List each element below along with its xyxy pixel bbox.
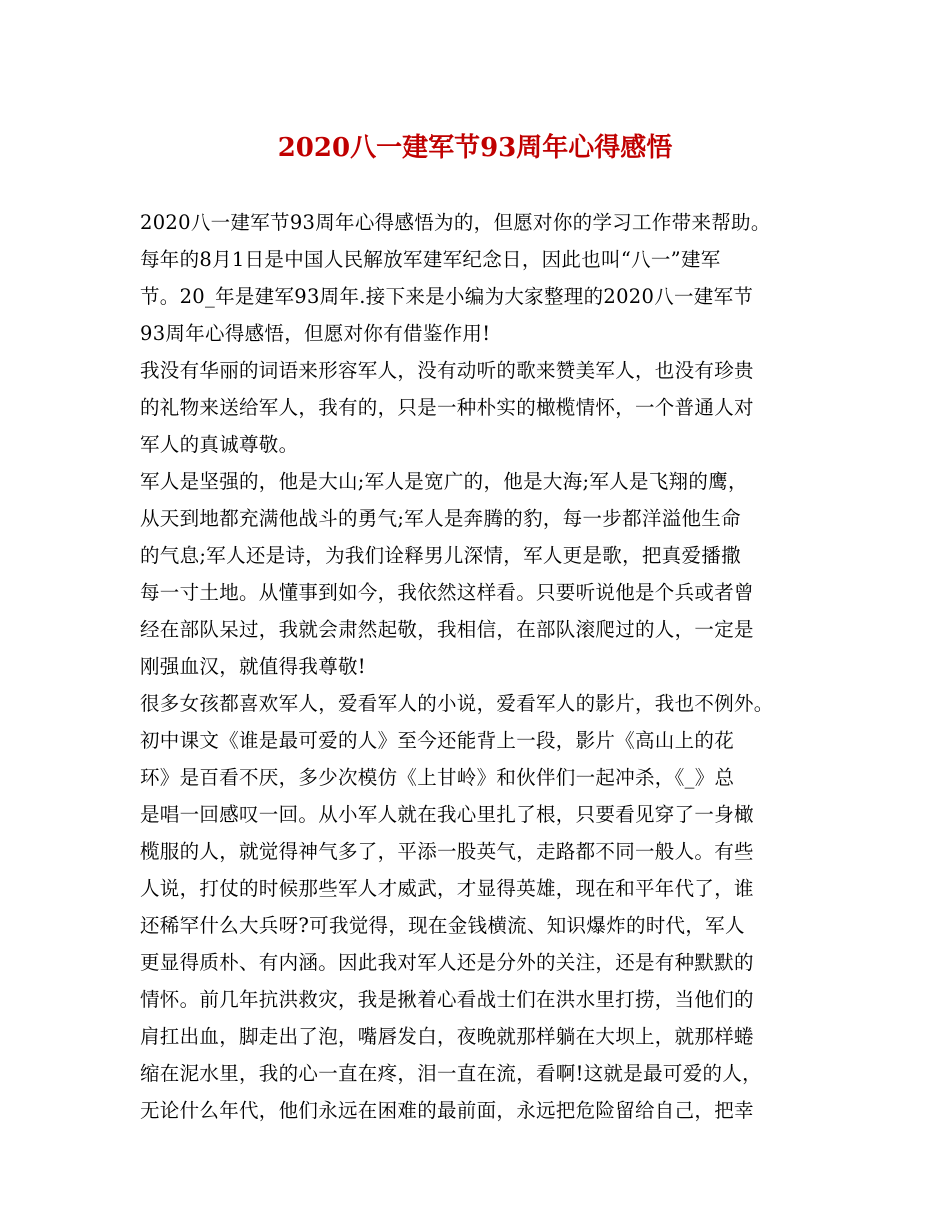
body-line: 军人是坚强的，他是大山;军人是宽广的，他是大海;军人是飞翔的鹰，	[140, 470, 748, 493]
body-line: 我没有华丽的词语来形容军人，没有动听的歌来赞美军人，也没有珍贵	[140, 359, 754, 382]
body-line: 很多女孩都喜欢军人，爱看军人的小说，爱看军人的影片，我也不例外。	[140, 692, 774, 715]
body-line: 93周年心得感悟，但愿对你有借鉴作用!	[140, 322, 491, 345]
body-line: 肩扛出血，脚走出了泡，嘴唇发白，夜晚就那样躺在大坝上，就那样蜷	[140, 1025, 754, 1048]
body-line: 2020八一建军节93周年心得感悟为的，但愿对你的学习工作带来帮助。	[140, 211, 771, 234]
body-line: 军人的真诚尊敬。	[140, 433, 299, 456]
body-line: 人说，打仗的时候那些军人才威武，才显得英雄，现在和平年代了，谁	[140, 877, 754, 900]
body-line: 的气息;军人还是诗，为我们诠释男儿深情，军人更是歌，把真爱播撒	[140, 544, 741, 567]
body-line: 初中课文《谁是最可爱的人》至今还能背上一段，影片《高山上的花	[140, 729, 735, 752]
document-body	[140, 204, 840, 1129]
body-line: 每一寸土地。从懂事到如今，我依然这样看。只要听说他是个兵或者曾	[140, 581, 754, 604]
body-line: 榄服的人，就觉得神气多了，平添一股英气，走路都不同一般人。有些	[140, 840, 754, 863]
body-line: 节。20_年是建军93周年.接下来是小编为大家整理的2020八一建军节	[140, 285, 754, 308]
body-line: 从天到地都充满他战斗的勇气;军人是奔腾的豹，每一步都洋溢他生命	[140, 507, 741, 530]
body-line: 无论什么年代，他们永远在困难的最前面，永远把危险留给自己，把幸	[140, 1099, 754, 1122]
document-title: 2020八一建军节93周年心得感悟	[277, 133, 673, 163]
body-line: 的礼物来送给军人，我有的，只是一种朴实的橄榄情怀，一个普通人对	[140, 396, 754, 419]
body-line: 经在部队呆过，我就会肃然起敬，我相信，在部队滚爬过的人，一定是	[140, 618, 754, 641]
body-line: 刚强血汉，就值得我尊敬!	[140, 655, 366, 678]
body-line: 是唱一回感叹一回。从小军人就在我心里扎了根，只要看见穿了一身橄	[140, 803, 754, 826]
body-line: 环》是百看不厌，多少次模仿《上甘岭》和伙伴们一起冲杀，《_》总	[140, 766, 735, 789]
body-line: 还稀罕什么大兵呀?可我觉得，现在金钱横流、知识爆炸的时代，军人	[140, 914, 745, 937]
body-line: 每年的8月1日是中国人民解放军建军纪念日，因此也叫“八一”建军	[140, 248, 721, 271]
body-line: 缩在泥水里，我的心一直在疼，泪一直在流，看啊!这就是最可爱的人，	[140, 1062, 762, 1085]
body-line: 情怀。前几年抗洪救灾，我是揪着心看战士们在洪水里打捞，当他们的	[140, 988, 754, 1011]
body-line: 更显得质朴、有内涵。因此我对军人还是分外的关注，还是有种默默的	[140, 951, 754, 974]
